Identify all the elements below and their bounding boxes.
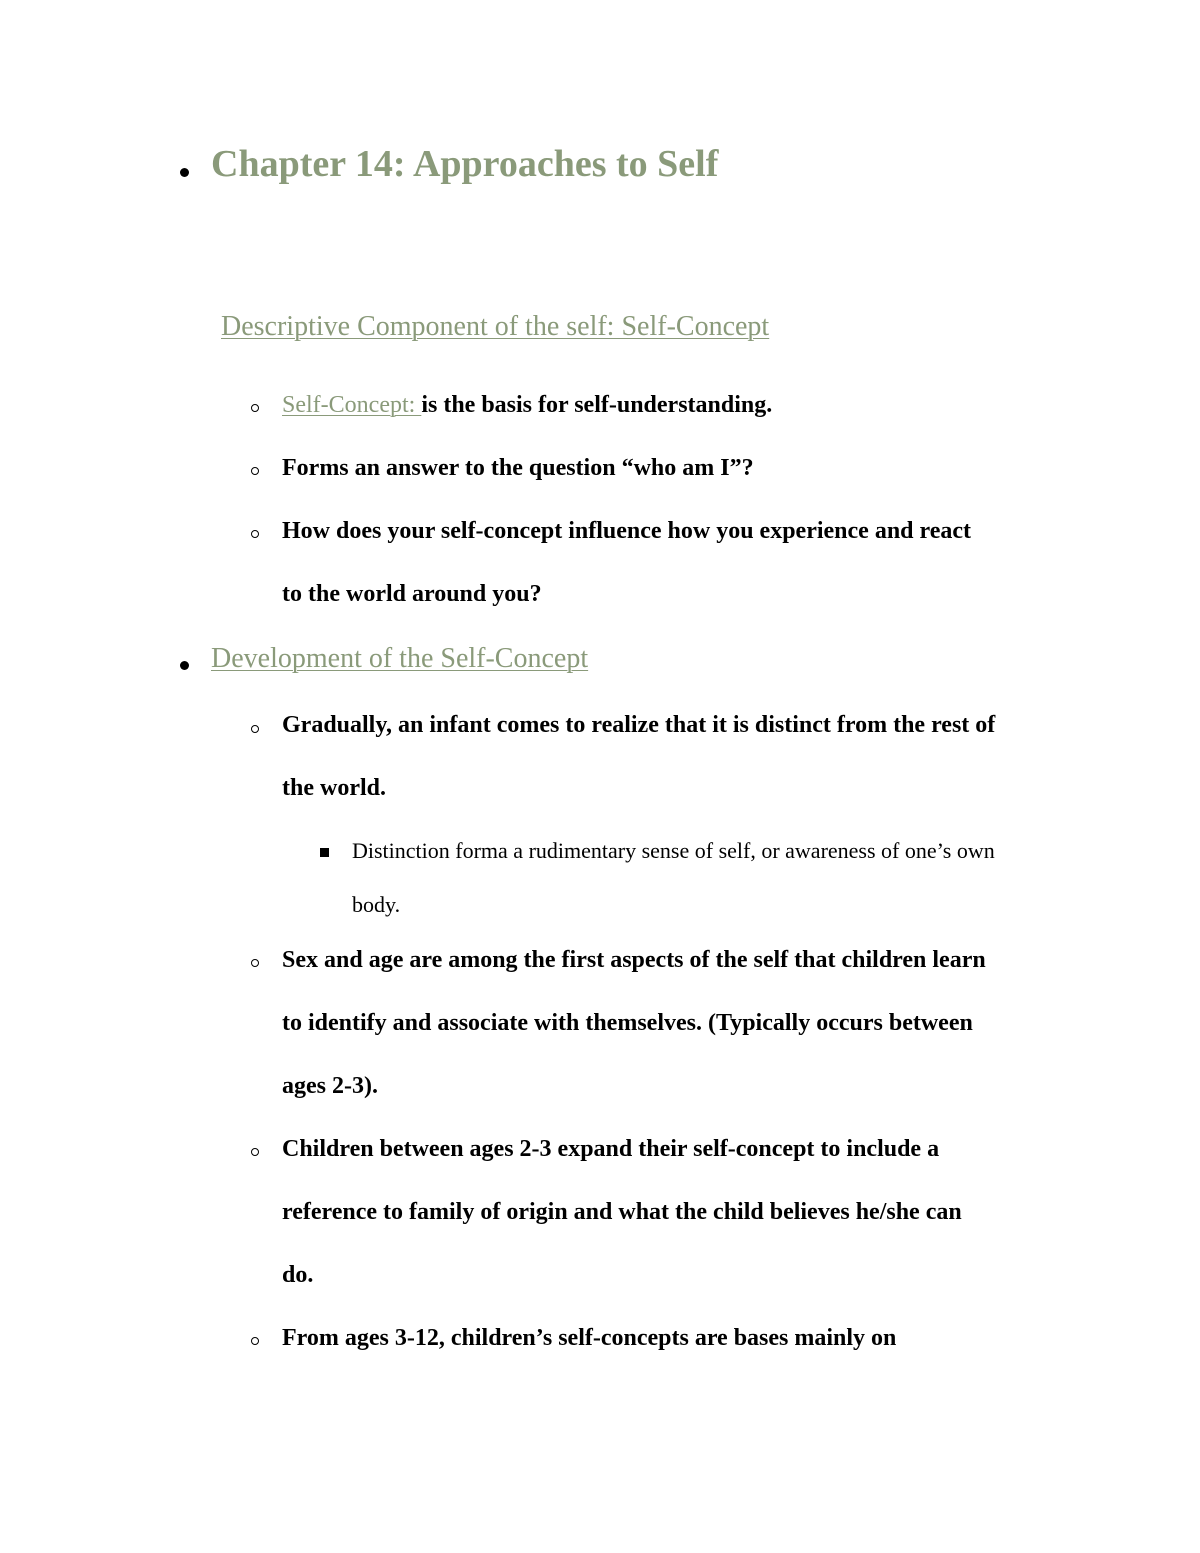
list-item-line: to the world around you? [282, 581, 542, 607]
list-item-line: Children between ages 2-3 expand their self-concept to include a [282, 1136, 940, 1162]
list-item-line: ages 2-3). [282, 1073, 378, 1099]
section-heading-descriptive: Descriptive Component of the self: Self-Concept [221, 311, 770, 342]
list-item-text: is the basis for self-understanding. [421, 392, 773, 418]
list-item-line: do. [282, 1262, 314, 1288]
bullet-dot-icon [180, 661, 189, 670]
section-heading-development: Development of the Self-Concept [211, 643, 589, 674]
bullet-dot-icon [180, 168, 189, 177]
list-item-line: From ages 3-12, children’s self-concepts are bases mainly on [282, 1325, 897, 1351]
page-title: Chapter 14: Approaches to Self [211, 143, 719, 185]
bullet-circle-icon [251, 467, 259, 475]
list-item-line: reference to family of origin and what the child believes he/she can [282, 1199, 962, 1225]
sub-list-item-line: body. [352, 892, 401, 917]
list-item-line: How does your self-concept influence how you experience and react [282, 518, 972, 544]
bullet-circle-icon [251, 404, 259, 412]
list-item-line: the world. [282, 775, 386, 801]
bullet-circle-icon [251, 530, 259, 538]
list-item [282, 392, 772, 419]
list-item: Forms an answer to the question “who am I”? [282, 455, 754, 481]
list-item-line: to identify and associate with themselves. (Typically occurs between [282, 1010, 973, 1036]
term-self-concept: Self-Concept: [282, 392, 422, 418]
list-item-line: Gradually, an infant comes to realize that it is distinct from the rest of [282, 712, 996, 738]
bullet-circle-icon [251, 959, 259, 967]
sub-list-item-line: Distinction forma a rudimentary sense of self, or awareness of one’s own [352, 838, 995, 863]
bullet-circle-icon [251, 1337, 259, 1345]
bullet-square-icon [320, 848, 329, 857]
list-item-line: Sex and age are among the first aspects of the self that children learn [282, 947, 986, 973]
bullet-circle-icon [251, 1148, 259, 1156]
bullet-circle-icon [251, 725, 259, 733]
